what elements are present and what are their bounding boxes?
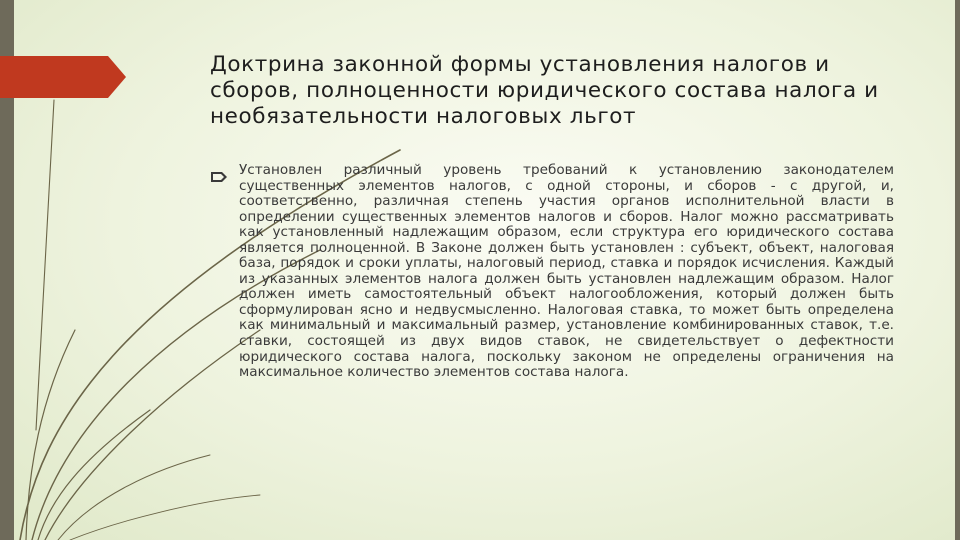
bullet-text: Установлен различный уровень требований к установлению законодателем существенных элементов налогов, с одной стороны, и сборов - с другой, и, соответственно, различная степень участия органов исполнительной власти в определении существенных элементов налогов и сборов. Налог можно рассматривать как установленный надлежащим образом, если структура его юридического состава является полноценной. В Законе должен быть установлен : субъект, объект, налоговая база, порядок и сроки уплаты, налоговый период, ставка и порядок исчисления. Каждый из указанных элементов налога должен быть установлен надлежащим образом. Налог должен иметь самостоятельный объект налогообложения, который должен быть сформулирован ясно и недвусмысленно. Налоговая ставка, то может быть определена как минимальный и максимальный размер, установление комбинированных ставок, т.е. ставки, состоящей из двух видов ставок, не свидетельствует о дефектности юридического состава налога, поскольку законом не определены ограничения на максимальное количество элементов состава налога. [239, 162, 894, 381]
red-accent-tab [0, 56, 126, 98]
right-decorative-band [955, 0, 960, 540]
slide-title: Доктрина законной формы установления налогов и сборов, полноценности юридического состава налога и необязательности налоговых льгот [210, 52, 879, 129]
pencil-bullet-icon [211, 171, 227, 183]
